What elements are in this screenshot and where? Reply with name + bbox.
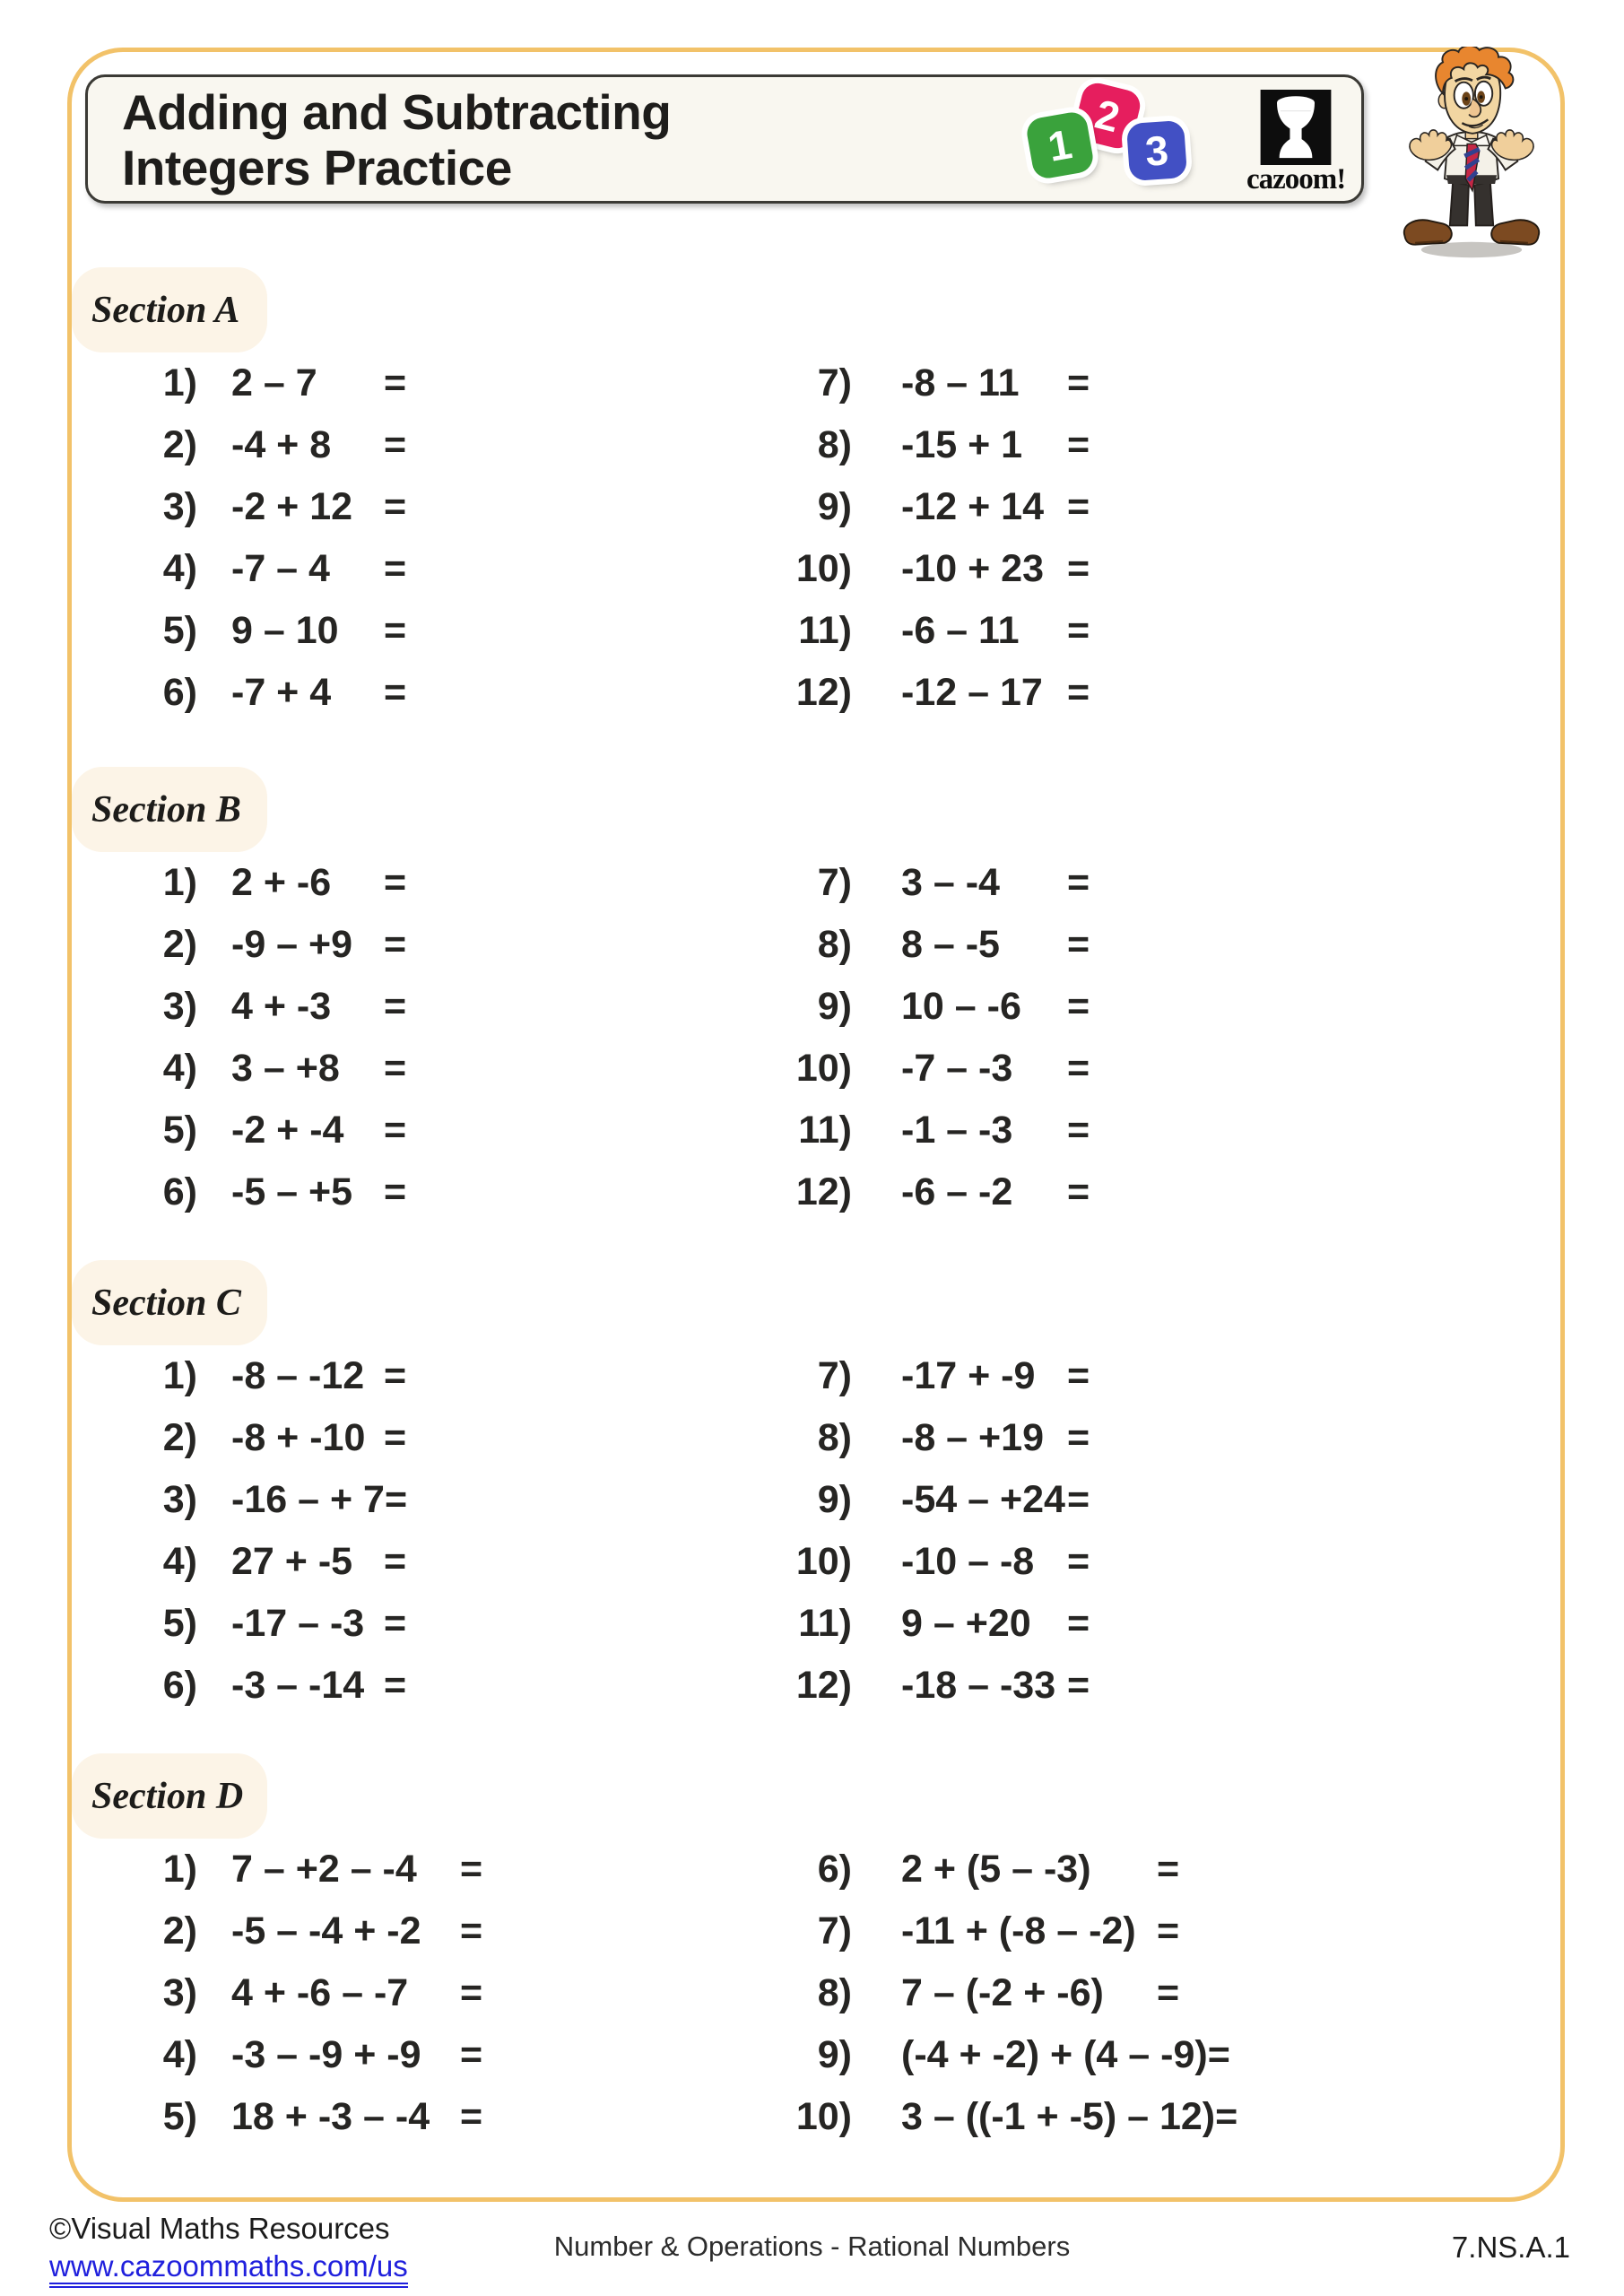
equals-sign: = [1067,485,1090,528]
problem-expression: 4 + -6 – -7 [231,1971,409,2014]
problem-row [735,1531,1560,1593]
problem-expression: (-4 + -2) + (4 – -9) [901,2033,1208,2076]
problem-row [72,1345,735,1407]
tile-3-digit: 3 [1143,126,1170,175]
answer-blank[interactable] [406,476,735,538]
topic-text: Number & Operations - Rational Numbers [553,2231,1071,2262]
problem-row [735,1345,1560,1407]
problem-row [735,1100,1560,1161]
equals-sign: = [1067,1540,1090,1583]
problem-expression: 7 – +2 – -4 [231,1848,417,1891]
equals-sign: = [1067,1170,1090,1213]
problem-expression: -12 – 17 [901,671,1043,714]
problem-row [735,976,1560,1038]
problem-number: 6) [162,1170,197,1213]
problem-expression: 10 – -6 [901,985,1021,1028]
equals-sign: = [1067,985,1090,1028]
problem-expression: -8 – +19 [901,1416,1044,1459]
problem-expression: -2 + -4 [231,1109,344,1152]
problem-number: 4) [162,547,197,590]
equals-sign: = [384,1354,407,1397]
problem-row [72,2024,735,2086]
problem-expression: 4 + -3 [231,985,332,1028]
problem-number: 5) [162,1109,197,1152]
equals-sign: = [1067,671,1090,714]
equals-sign: = [1067,1664,1090,1707]
problem-row [735,352,1560,414]
problem-expression: -5 – +5 [231,1170,353,1213]
equals-sign: = [384,1170,407,1213]
problem-number: 9) [817,985,852,1028]
problem-expression: -15 + 1 [901,423,1023,466]
answer-blank[interactable] [406,1161,735,1223]
equals-sign: = [384,423,407,466]
standard-code: 7.NS.A.1 [1451,2231,1570,2264]
equals-sign: = [384,1416,407,1459]
tile-2-digit: 2 [1090,90,1125,142]
problem-number: 5) [162,609,197,652]
answer-blank[interactable] [406,976,735,1038]
problem-expression: 3 – ((-1 + -5) – 12) [901,2095,1216,2138]
problem-expression: -3 – -14 [231,1664,365,1707]
problem-row [735,1593,1560,1655]
worksheet-title [122,84,671,196]
problem-number: 6) [162,1664,197,1707]
answer-blank[interactable] [1090,1345,1560,1407]
problem-expression: -5 – -4 + -2 [231,1909,421,1952]
problem-number: 6) [162,671,197,714]
equals-sign: = [384,1478,408,1521]
copyright-text: ©Visual Maths Resources [49,2212,390,2245]
problem-number: 1) [162,1848,197,1891]
problem-number: 11) [798,1602,852,1645]
equals-sign: = [384,485,407,528]
equals-sign: = [1067,1602,1090,1645]
problem-row [735,662,1560,724]
problem-number: 5) [162,2095,197,2138]
problem-row [72,1531,735,1593]
problem-expression: -17 + -9 [901,1354,1036,1397]
answer-blank[interactable] [406,852,735,914]
problem-number: 10) [795,547,852,590]
problem-row [72,1900,735,1962]
problem-number: 3) [162,1971,197,2014]
problem-number: 7) [817,1909,852,1952]
answer-blank[interactable] [406,414,735,476]
answer-blank[interactable] [1090,600,1560,662]
problem-expression: 18 + -3 – -4 [231,2095,430,2138]
problem-number: 5) [162,1602,197,1645]
problem-expression: 3 – +8 [231,1047,340,1090]
problem-number: 1) [162,1354,197,1397]
problem-number: 12) [795,1170,852,1213]
equals-sign: = [1157,1971,1180,2014]
equals-sign: = [1067,361,1090,404]
problem-row [72,1407,735,1469]
equals-sign: = [384,609,407,652]
equals-sign: = [1067,923,1090,966]
problem-row [72,662,735,724]
equals-sign: = [460,2095,483,2138]
problem-expression: -8 – 11 [901,361,1020,404]
problem-row [72,1593,735,1655]
answer-blank[interactable] [482,1900,735,1962]
problem-row [72,476,735,538]
problem-row [72,1469,735,1531]
problem-expression: 2 + (5 – -3) [901,1848,1091,1891]
problem-row [735,1469,1560,1531]
section-d-heading: Section D [72,1753,267,1839]
answer-blank[interactable] [406,600,735,662]
problem-number: 11) [798,1109,852,1152]
answer-blank[interactable] [482,1839,735,1900]
title-line-2: Integers Practice [122,140,512,196]
problem-number: 4) [162,1540,197,1583]
equals-sign: = [384,1047,407,1090]
equals-sign: = [384,985,407,1028]
answer-blank[interactable] [1090,1161,1560,1223]
problem-row [735,2024,1560,2086]
answer-blank[interactable] [1090,662,1560,724]
answer-blank[interactable] [1090,852,1560,914]
problem-expression: -7 – 4 [231,547,330,590]
answer-blank[interactable] [1090,414,1560,476]
section-a [72,267,1560,724]
equals-sign: = [1067,861,1090,904]
problem-row [72,1655,735,1717]
problem-number: 3) [162,985,197,1028]
answer-blank[interactable] [482,2024,735,2086]
answer-blank[interactable] [1090,352,1560,414]
equals-sign: = [1067,1047,1090,1090]
equals-sign: = [384,923,407,966]
problem-number: 4) [162,2033,197,2076]
answer-blank[interactable] [482,1962,735,2024]
answer-blank[interactable] [1090,914,1560,976]
answer-blank[interactable] [1238,2086,1560,2148]
answer-blank[interactable] [1090,1469,1560,1531]
equals-sign: = [384,547,407,590]
equals-sign: = [1067,547,1090,590]
tile-1-icon [1025,110,1096,181]
problem-number: 8) [817,923,852,966]
problem-row [735,600,1560,662]
answer-blank[interactable] [406,1655,735,1717]
answer-blank[interactable] [1179,1839,1560,1900]
answer-blank[interactable] [406,1407,735,1469]
problem-expression: -17 – -3 [231,1602,365,1645]
problem-expression: -4 + 8 [231,423,332,466]
djembe-drum-icon [1255,90,1337,165]
problem-expression: -6 – 11 [901,609,1020,652]
problem-row [72,2086,735,2148]
equals-sign: = [384,361,407,404]
problem-number: 1) [162,861,197,904]
answer-blank[interactable] [1230,2024,1560,2086]
answer-blank[interactable] [1179,1962,1560,2024]
title-line-1: Adding and Subtracting [122,84,672,140]
problem-number: 10) [795,1047,852,1090]
problem-expression: -16 – + 7 [231,1478,385,1521]
equals-sign: = [384,1664,407,1707]
answer-blank[interactable] [1090,1655,1560,1717]
problem-number: 2) [162,1909,197,1952]
problem-row [72,538,735,600]
answer-blank[interactable] [406,1345,735,1407]
problem-expression: -1 – -3 [901,1109,1013,1152]
problem-expression: -10 + 23 [901,547,1044,590]
problem-number: 1) [162,361,197,404]
answer-blank[interactable] [1179,1900,1560,1962]
problem-expression: -7 – -3 [901,1047,1013,1090]
section-a-heading: Section A [72,267,267,352]
problem-row [72,1839,735,1900]
problem-row [72,414,735,476]
answer-blank[interactable] [406,1593,735,1655]
section-c [72,1260,1560,1717]
equals-sign: = [384,671,407,714]
answer-blank[interactable] [406,1038,735,1100]
answer-blank[interactable] [482,2086,735,2148]
problem-number: 2) [162,1416,197,1459]
cazoom-logo [1246,90,1345,196]
problem-number: 8) [817,1971,852,2014]
problem-row [72,852,735,914]
equals-sign: = [1067,609,1090,652]
problem-number: 8) [817,423,852,466]
answer-blank[interactable] [1090,1593,1560,1655]
mascot-character [1388,47,1555,264]
problem-row [735,1900,1560,1962]
problem-expression: 9 – +20 [901,1602,1031,1645]
problem-number: 6) [817,1848,852,1891]
problem-expression: 8 – -5 [901,923,1000,966]
equals-sign: = [460,1848,483,1891]
problem-expression: -12 + 14 [901,485,1044,528]
answer-blank[interactable] [406,352,735,414]
tile-3-icon [1126,120,1187,181]
equals-sign: = [1157,1848,1180,1891]
problem-row [735,2086,1560,2148]
equals-sign: = [1067,1109,1090,1152]
problem-expression: 7 – (-2 + -6) [901,1971,1104,2014]
answer-blank[interactable] [406,662,735,724]
problem-row [735,1161,1560,1223]
answer-blank[interactable] [1090,1100,1560,1161]
problem-number: 3) [162,1478,197,1521]
problem-number: 9) [817,2033,852,2076]
problem-number: 12) [795,1664,852,1707]
answer-blank[interactable] [1090,1531,1560,1593]
answer-blank[interactable] [1090,476,1560,538]
problem-number: 11) [798,609,852,652]
number-tiles-logo [1028,86,1198,194]
answer-blank[interactable] [1090,1038,1560,1100]
problem-row [735,476,1560,538]
problem-row [735,1655,1560,1717]
equals-sign: = [1207,2033,1230,2076]
equals-sign: = [384,861,407,904]
problem-number: 7) [817,861,852,904]
problem-row [735,1407,1560,1469]
website-link[interactable]: www.cazoommaths.com/us [49,2250,408,2288]
equals-sign: = [384,1109,407,1152]
problem-row [72,1161,735,1223]
answer-blank[interactable] [406,538,735,600]
problem-number: 4) [162,1047,197,1090]
problem-expression: 9 – 10 [231,609,339,652]
problem-number: 3) [162,485,197,528]
problem-expression: 3 – -4 [901,861,1000,904]
equals-sign: = [1067,423,1090,466]
problem-expression: -2 + 12 [231,485,353,528]
problem-row [72,1038,735,1100]
problem-row [735,1839,1560,1900]
problem-number: 7) [817,1354,852,1397]
problem-row [72,1100,735,1161]
problem-number: 8) [817,1416,852,1459]
problem-expression: 2 – 7 [231,361,317,404]
problem-row [735,538,1560,600]
equals-sign: = [1067,1354,1090,1397]
problem-number: 9) [817,1478,852,1521]
section-b [72,767,1560,1223]
problem-row [72,600,735,662]
equals-sign: = [1067,1416,1090,1459]
problem-expression: -3 – -9 + -9 [231,2033,421,2076]
equals-sign: = [1067,1478,1090,1521]
equals-sign: = [460,1909,483,1952]
section-c-heading: Section C [72,1260,267,1345]
problem-expression: -7 + 4 [231,671,332,714]
problem-row [735,914,1560,976]
equals-sign: = [1157,1909,1180,1952]
problem-row [735,1962,1560,2024]
problem-row [72,914,735,976]
section-b-heading: Section B [72,767,267,852]
tile-1-digit: 1 [1044,120,1076,170]
title-box [85,74,1364,204]
problem-number: 2) [162,423,197,466]
answer-blank[interactable] [1090,538,1560,600]
section-d [72,1753,1560,2148]
answer-blank[interactable] [406,1100,735,1161]
equals-sign: = [460,1971,483,2014]
problem-expression: 2 + -6 [231,861,332,904]
problem-row [735,414,1560,476]
equals-sign: = [460,2033,483,2076]
problem-row [72,352,735,414]
problem-number: 12) [795,671,852,714]
answer-blank[interactable] [406,1531,735,1593]
problem-number: 2) [162,923,197,966]
equals-sign: = [384,1540,407,1583]
problem-expression: -10 – -8 [901,1540,1035,1583]
problem-number: 7) [817,361,852,404]
answer-blank[interactable] [1090,976,1560,1038]
problem-expression: -18 – -33 [901,1664,1056,1707]
problem-row [72,976,735,1038]
problem-expression: -8 + -10 [231,1416,366,1459]
problem-number: 10) [795,2095,852,2138]
answer-blank[interactable] [407,1469,735,1531]
equals-sign: = [384,1602,407,1645]
answer-blank[interactable] [406,914,735,976]
problem-expression: 27 + -5 [231,1540,353,1583]
equals-sign: = [1215,2095,1238,2138]
problem-expression: -11 + (-8 – -2) [901,1909,1136,1952]
problem-row [72,1962,735,2024]
problem-row [735,1038,1560,1100]
problem-expression: -6 – -2 [901,1170,1013,1213]
problem-number: 10) [795,1540,852,1583]
problem-number: 9) [817,485,852,528]
problem-expression: -9 – +9 [231,923,353,966]
answer-blank[interactable] [1090,1407,1560,1469]
problem-row [735,852,1560,914]
problem-expression: -54 – +24 [901,1478,1065,1521]
problem-expression: -8 – -12 [231,1354,365,1397]
cazoom-brand-text: cazoom! [1246,163,1346,196]
